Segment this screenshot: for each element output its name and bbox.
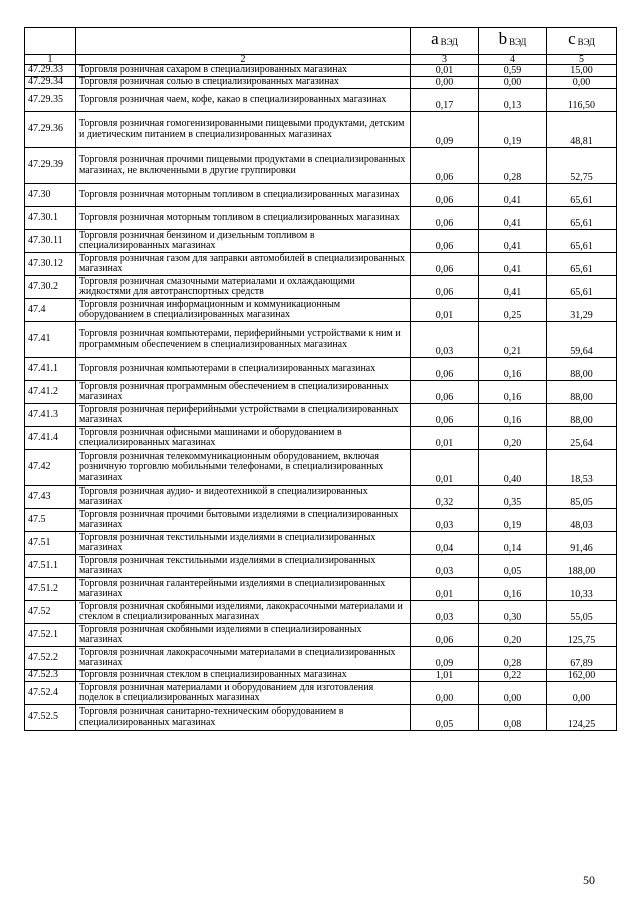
table-row: [25, 555, 617, 578]
page-number: 50: [583, 873, 595, 887]
coefficient-a: 1,01: [411, 670, 479, 682]
coefficient-c: 124,25: [547, 705, 617, 731]
coefficient-b: 0,28: [479, 647, 547, 670]
column-number: 1: [25, 55, 76, 65]
coefficient-b: 0,00: [479, 77, 547, 89]
activity-name: Торговля розничная чаем, кофе, какао в специализированных магазинах: [76, 89, 411, 112]
table-row: [25, 358, 617, 381]
table-row: [25, 381, 617, 404]
column-number: 3: [411, 55, 479, 65]
coefficient-a: 0,06: [411, 148, 479, 184]
header-a-letter: a: [431, 29, 439, 49]
coefficient-c: 91,46: [547, 532, 617, 555]
okved-code: 47.30.1: [25, 207, 76, 230]
coefficients-table: [24, 27, 617, 731]
coefficient-a: 0,01: [411, 427, 479, 450]
activity-name: Торговля розничная скобяными изделиями в специализированных магазинах: [76, 624, 411, 647]
okved-code: 47.52.5: [25, 705, 76, 731]
coefficient-b: 0,28: [479, 148, 547, 184]
okved-code: 47.29.39: [25, 148, 76, 184]
coefficient-b: 0,41: [479, 230, 547, 253]
okved-code: 47.52: [25, 601, 76, 624]
coefficient-a: 0,09: [411, 112, 479, 148]
okved-code: 47.42: [25, 450, 76, 486]
okved-code: 47.41.2: [25, 381, 76, 404]
activity-name: Торговля розничная офисными машинами и оборудованием в специализированных магазинах: [76, 427, 411, 450]
coefficient-a: 0,01: [411, 299, 479, 322]
coefficient-b: 0,16: [479, 578, 547, 601]
coefficient-a: 0,06: [411, 381, 479, 404]
header-b-sub: ВЭД: [509, 37, 527, 48]
coefficient-b: 0,20: [479, 624, 547, 647]
coefficient-a: 0,06: [411, 624, 479, 647]
coefficient-a: 0,06: [411, 230, 479, 253]
activity-name: Торговля розничная гомогенизированными пищевыми продуктами, детским и диетическим питанием в специализированных магазинах: [76, 112, 411, 148]
table-row: [25, 148, 617, 184]
activity-name: Торговля розничная сахаром в специализированных магазинах: [76, 65, 411, 77]
okved-code: 47.4: [25, 299, 76, 322]
table-row: [25, 647, 617, 670]
coefficient-c: 0,00: [547, 77, 617, 89]
coefficient-a: 0,00: [411, 682, 479, 705]
table-row: [25, 670, 617, 682]
coefficient-a: 0,05: [411, 705, 479, 731]
activity-name: Торговля розничная прочими пищевыми продуктами в специализированных магазинах, не включенными в другие группировки: [76, 148, 411, 184]
coefficient-c: 10,33: [547, 578, 617, 601]
activity-name: Торговля розничная телекоммуникационным оборудованием, включая розничную торговлю мобильными телефонами, в специализированных магазинах: [76, 450, 411, 486]
coefficient-c: 15,00: [547, 65, 617, 77]
coefficient-c: 48,03: [547, 509, 617, 532]
activity-name: Торговля розничная информационным и коммуникационным оборудованием в специализированных магазинах: [76, 299, 411, 322]
coefficient-a: 0,03: [411, 322, 479, 358]
coefficient-a: 0,00: [411, 77, 479, 89]
coefficient-b: 0,19: [479, 509, 547, 532]
okved-code: 47.41.4: [25, 427, 76, 450]
header-c-sub: ВЭД: [577, 37, 595, 48]
coefficient-a: 0,06: [411, 207, 479, 230]
coefficient-a: 0,06: [411, 253, 479, 276]
table-row: [25, 450, 617, 486]
coefficient-c: 31,29: [547, 299, 617, 322]
okved-code: 47.30: [25, 184, 76, 207]
okved-code: 47.52.1: [25, 624, 76, 647]
coefficient-b: 0,16: [479, 381, 547, 404]
coefficient-c: 52,75: [547, 148, 617, 184]
activity-name: Торговля розничная стеклом в специализированных магазинах: [76, 670, 411, 682]
coefficient-a: 0,06: [411, 184, 479, 207]
coefficient-b: 0,41: [479, 207, 547, 230]
okved-code: 47.29.35: [25, 89, 76, 112]
okved-code: 47.30.2: [25, 276, 76, 299]
coefficient-c: 116,50: [547, 89, 617, 112]
coefficient-b: 0,00: [479, 682, 547, 705]
okved-code: 47.29.34: [25, 77, 76, 89]
coefficient-b: 0,41: [479, 276, 547, 299]
activity-name: Торговля розничная моторным топливом в специализированных магазинах: [76, 207, 411, 230]
coefficient-c: 125,75: [547, 624, 617, 647]
activity-name: Торговля розничная лакокрасочными материалами в специализированных магазинах: [76, 647, 411, 670]
header-name-cell: [76, 28, 411, 55]
coefficient-b: 0,19: [479, 112, 547, 148]
header-code-cell: [25, 28, 76, 55]
coefficient-c: 59,64: [547, 322, 617, 358]
okved-code: 47.29.36: [25, 112, 76, 148]
coefficient-b: 0,41: [479, 184, 547, 207]
coefficient-b: 0,22: [479, 670, 547, 682]
table-row: [25, 682, 617, 705]
coefficient-c: 65,61: [547, 230, 617, 253]
table-row: [25, 89, 617, 112]
okved-code: 47.52.4: [25, 682, 76, 705]
coefficient-c: 25,64: [547, 427, 617, 450]
coefficient-b: 0,16: [479, 358, 547, 381]
coefficient-b: 0,08: [479, 705, 547, 731]
activity-name: Торговля розничная моторным топливом в специализированных магазинах: [76, 184, 411, 207]
activity-name: Торговля розничная текстильными изделиями в специализированных магазинах: [76, 532, 411, 555]
coefficient-b: 0,20: [479, 427, 547, 450]
okved-code: 47.51.2: [25, 578, 76, 601]
table-row: [25, 299, 617, 322]
table-row: [25, 322, 617, 358]
activity-name: Торговля розничная галантерейными изделиями в специализированных магазинах: [76, 578, 411, 601]
okved-code: 47.51.1: [25, 555, 76, 578]
table-row: [25, 276, 617, 299]
table-row: [25, 207, 617, 230]
okved-code: 47.5: [25, 509, 76, 532]
activity-name: Торговля розничная смазочными материалами и охлаждающими жидкостями для автотранспортных средств: [76, 276, 411, 299]
coefficient-c: 88,00: [547, 404, 617, 427]
column-number: 2: [76, 55, 411, 65]
activity-name: Торговля розничная текстильными изделиями в специализированных магазинах: [76, 555, 411, 578]
coefficient-b: 0,14: [479, 532, 547, 555]
coefficient-b: 0,30: [479, 601, 547, 624]
coefficient-a: 0,01: [411, 65, 479, 77]
coefficient-c: 67,89: [547, 647, 617, 670]
table-row: [25, 532, 617, 555]
header-c-ved: [547, 28, 617, 55]
table-row: [25, 705, 617, 731]
table-row: [25, 624, 617, 647]
coefficient-b: 0,40: [479, 450, 547, 486]
coefficient-b: 0,41: [479, 253, 547, 276]
okved-code: 47.41.1: [25, 358, 76, 381]
table-row: [25, 65, 617, 77]
coefficient-a: 0,06: [411, 358, 479, 381]
activity-name: Торговля розничная прочими бытовыми изделиями в специализированных магазинах: [76, 509, 411, 532]
coefficient-a: 0,06: [411, 276, 479, 299]
okved-code: 47.29.33: [25, 65, 76, 77]
coefficient-c: 0,00: [547, 682, 617, 705]
activity-name: Торговля розничная компьютерами, периферийными устройствами к ним и программным обеспечением в специализированных магазинах: [76, 322, 411, 358]
coefficient-c: 188,00: [547, 555, 617, 578]
coefficient-c: 88,00: [547, 381, 617, 404]
okved-code: 47.30.11: [25, 230, 76, 253]
table-row: [25, 486, 617, 509]
header-c-letter: c: [568, 29, 576, 49]
coefficient-c: 18,53: [547, 450, 617, 486]
activity-name: Торговля розничная бензином и дизельным топливом в специализированных магазинах: [76, 230, 411, 253]
coefficient-b: 0,59: [479, 65, 547, 77]
table-row: [25, 77, 617, 89]
column-number: 4: [479, 55, 547, 65]
table-row: [25, 427, 617, 450]
coefficient-c: 162,00: [547, 670, 617, 682]
coefficient-b: 0,13: [479, 89, 547, 112]
header-b-letter: b: [498, 29, 508, 49]
coefficient-a: 0,03: [411, 555, 479, 578]
coefficient-b: 0,21: [479, 322, 547, 358]
table-row: [25, 253, 617, 276]
activity-name: Торговля розничная солью в специализированных магазинах: [76, 77, 411, 89]
activity-name: Торговля розничная аудио- и видеотехникой в специализированных магазинах: [76, 486, 411, 509]
coefficient-c: 48,81: [547, 112, 617, 148]
coefficient-c: 85,05: [547, 486, 617, 509]
table-row: [25, 578, 617, 601]
okved-code: 47.41.3: [25, 404, 76, 427]
header-a-ved: [411, 28, 479, 55]
activity-name: Торговля розничная материалами и оборудованием для изготовления поделок в специализированных магазинах: [76, 682, 411, 705]
coefficient-c: 55,05: [547, 601, 617, 624]
coefficient-c: 65,61: [547, 276, 617, 299]
coefficient-a: 0,06: [411, 404, 479, 427]
table-row: [25, 601, 617, 624]
coefficient-a: 0,09: [411, 647, 479, 670]
table-row: [25, 112, 617, 148]
table-row: [25, 184, 617, 207]
okved-code: 47.43: [25, 486, 76, 509]
header-b-ved: [479, 28, 547, 55]
coefficient-c: 65,61: [547, 184, 617, 207]
okved-code: 47.52.2: [25, 647, 76, 670]
coefficient-a: 0,01: [411, 578, 479, 601]
activity-name: Торговля розничная скобяными изделиями, лакокрасочными материалами и стеклом в специализированных магазинах: [76, 601, 411, 624]
activity-name: Торговля розничная газом для заправки автомобилей в специализированных магазинах: [76, 253, 411, 276]
coefficient-a: 0,01: [411, 450, 479, 486]
coefficient-c: 88,00: [547, 358, 617, 381]
okved-code: 47.52.3: [25, 670, 76, 682]
header-a-sub: ВЭД: [440, 37, 458, 48]
coefficient-b: 0,35: [479, 486, 547, 509]
table-row: [25, 509, 617, 532]
column-number: 5: [547, 55, 617, 65]
coefficient-b: 0,16: [479, 404, 547, 427]
coefficient-a: 0,32: [411, 486, 479, 509]
coefficient-b: 0,05: [479, 555, 547, 578]
column-number-row: [25, 55, 617, 65]
activity-name: Торговля розничная периферийными устройствами в специализированных магазинах: [76, 404, 411, 427]
activity-name: Торговля розничная санитарно-техническим оборудованием в специализированных магазинах: [76, 705, 411, 731]
header-row: [25, 28, 617, 55]
okved-code: 47.30.12: [25, 253, 76, 276]
coefficient-a: 0,17: [411, 89, 479, 112]
table-row: [25, 404, 617, 427]
okved-code: 47.51: [25, 532, 76, 555]
okved-code: 47.41: [25, 322, 76, 358]
coefficient-a: 0,03: [411, 509, 479, 532]
coefficient-c: 65,61: [547, 207, 617, 230]
table-row: [25, 230, 617, 253]
coefficient-c: 65,61: [547, 253, 617, 276]
coefficient-b: 0,25: [479, 299, 547, 322]
activity-name: Торговля розничная компьютерами в специализированных магазинах: [76, 358, 411, 381]
activity-name: Торговля розничная программным обеспечением в специализированных магазинах: [76, 381, 411, 404]
coefficient-a: 0,04: [411, 532, 479, 555]
coefficient-a: 0,03: [411, 601, 479, 624]
